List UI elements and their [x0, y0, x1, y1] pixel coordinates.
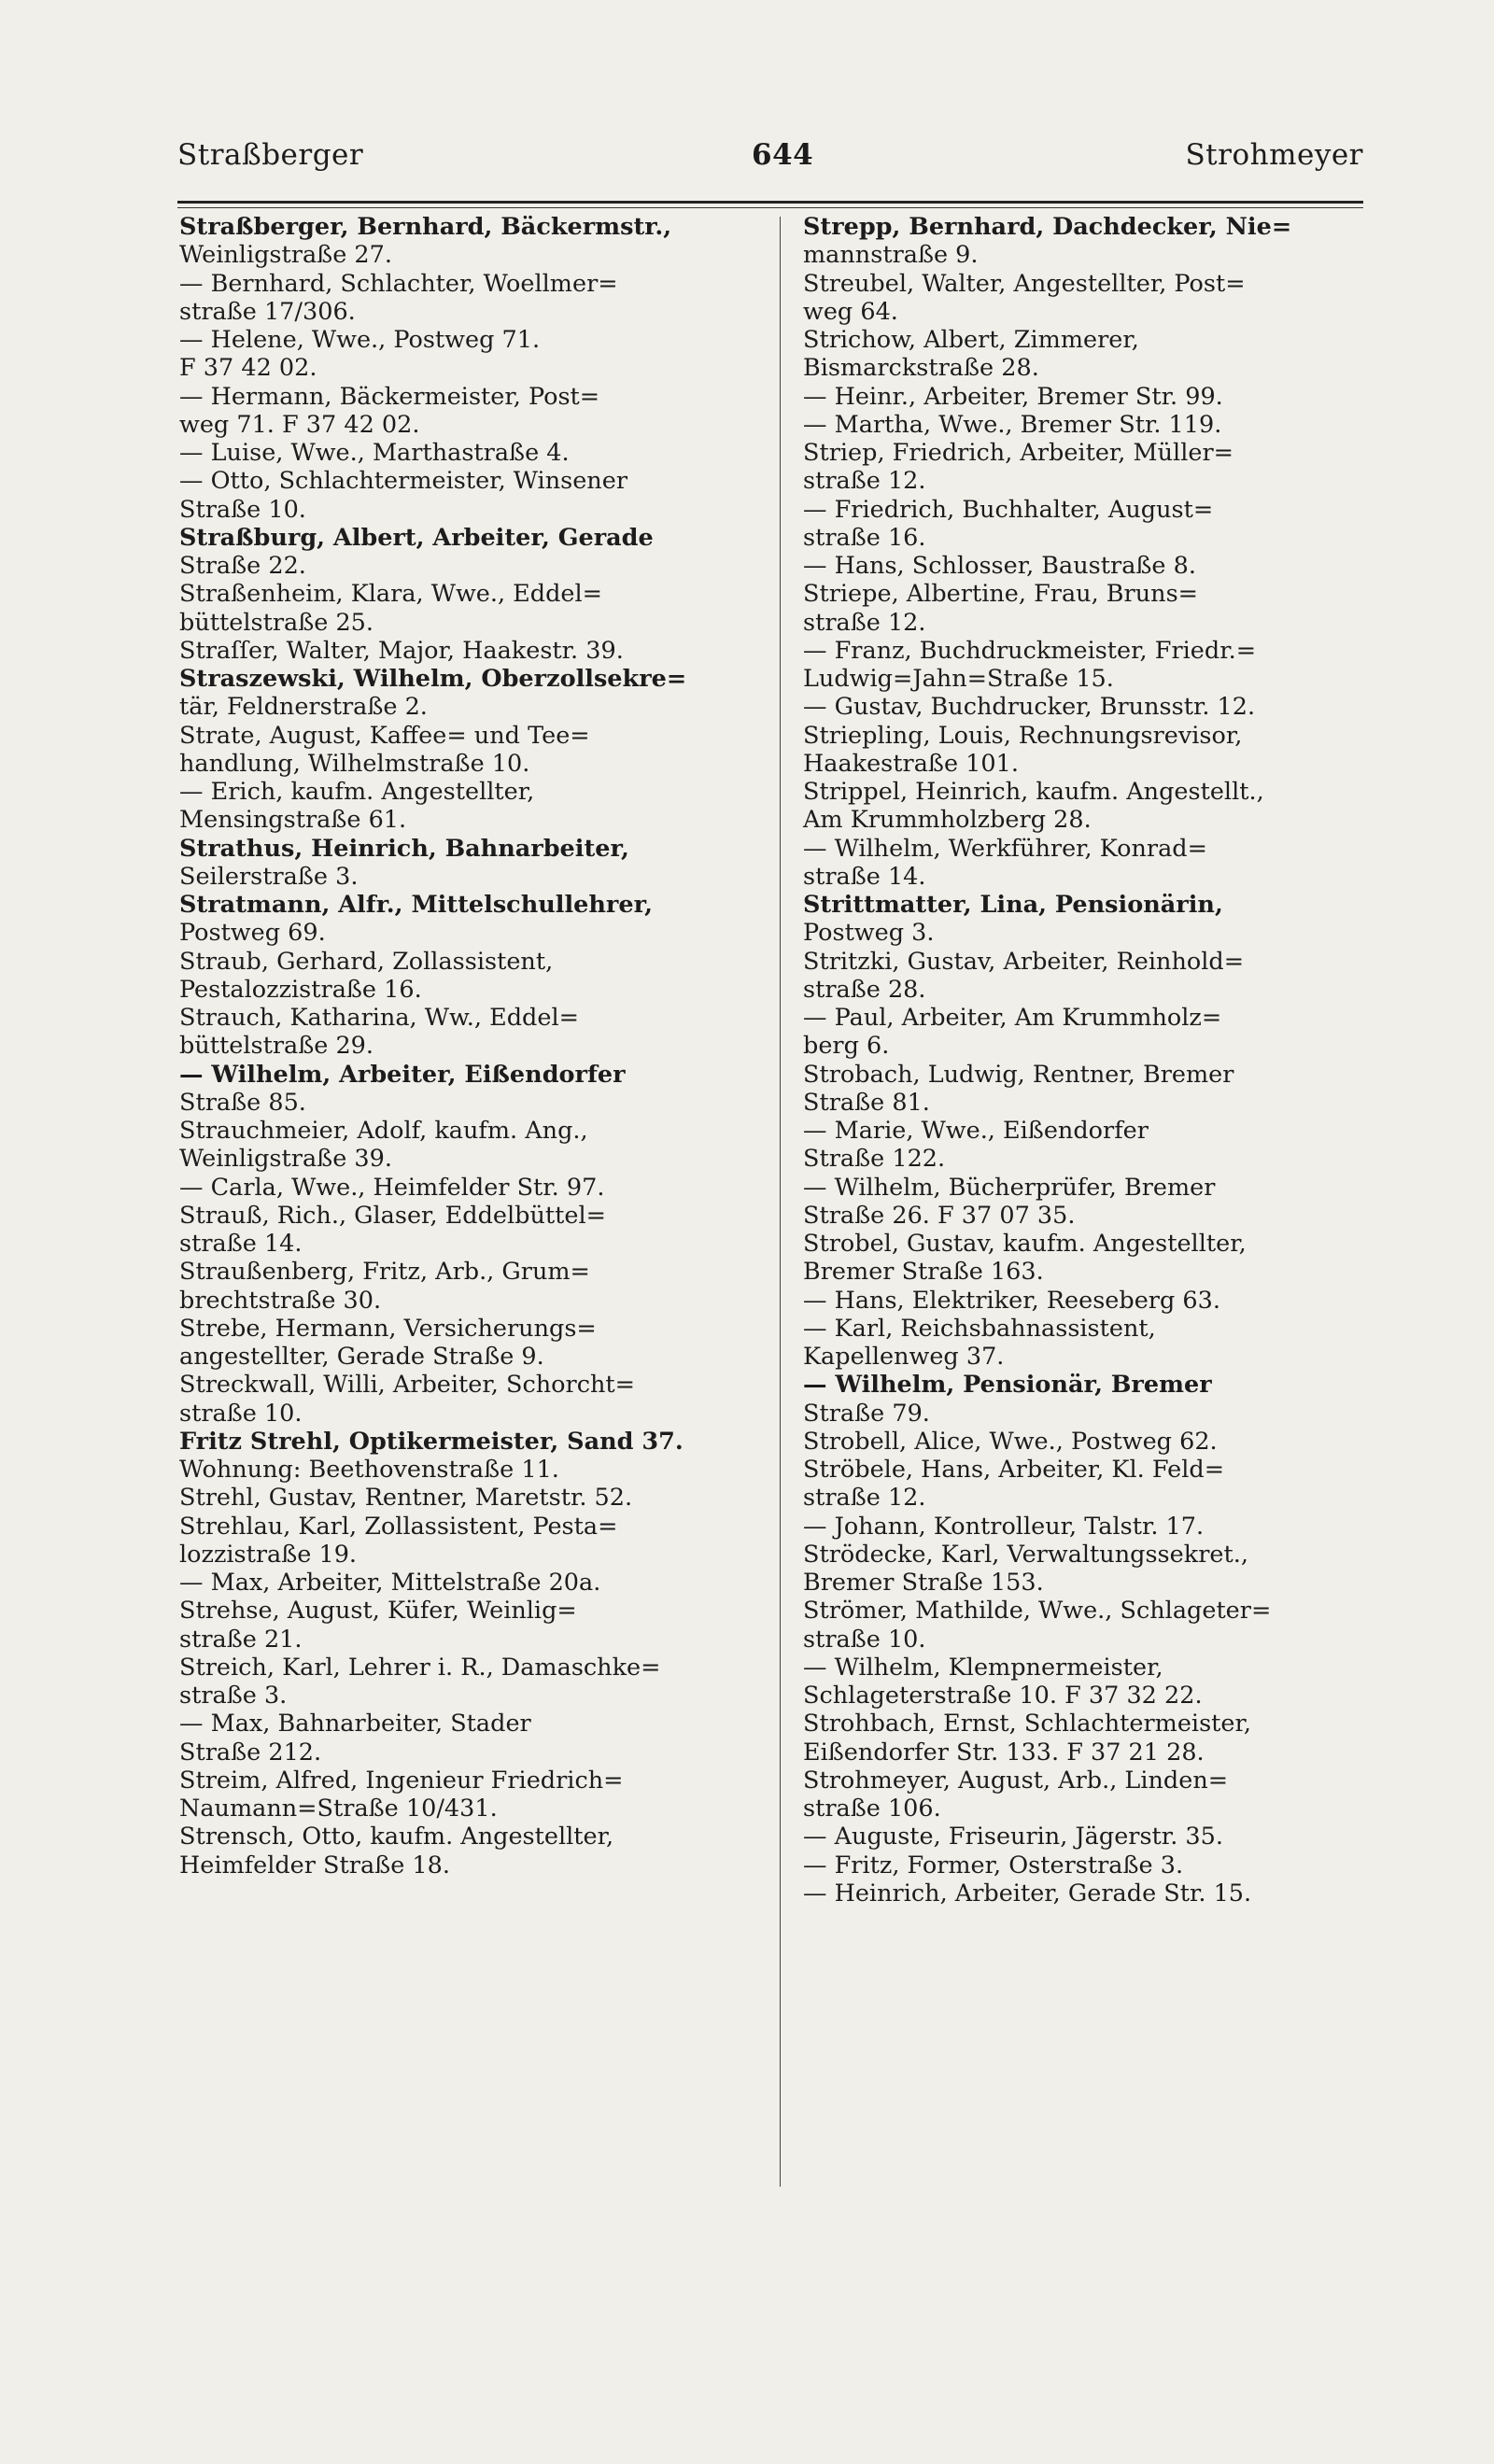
directory-entry [803, 552, 1382, 580]
directory-entry [179, 1117, 758, 1174]
entry-line: tär, Feldnerstraße 2. [179, 693, 428, 722]
entry-line: — Wilhelm, Arbeiter, Eißendorfer [179, 1060, 626, 1089]
entry-line: Straße 10. [179, 495, 306, 524]
entry-line: straße 12. [803, 608, 926, 637]
entry-line: straße 28. [803, 975, 926, 1004]
entry-line: Straße 85. [179, 1088, 306, 1117]
entry-line: Strate, August, Kaffee= und Tee= [179, 721, 590, 750]
entry-line: Striepling, Louis, Rechnungsrevisor, [803, 721, 1243, 750]
entry-line: Straßenheim, Klara, Wwe., Eddel= [179, 580, 603, 609]
directory-entry [803, 1654, 1382, 1711]
entry-line: büttelstraße 25. [179, 608, 374, 637]
directory-entry [179, 948, 758, 1005]
entry-line: Straße 22. [179, 552, 306, 580]
entry-line: — Paul, Arbeiter, Am Krummholz= [803, 1004, 1222, 1032]
entry-line: Am Krummholzberg 28. [803, 806, 1092, 835]
directory-entry [179, 1315, 758, 1372]
entry-line: Weinligstraße 27. [179, 241, 392, 270]
directory-entry [803, 948, 1382, 1005]
entry-line: — Wilhelm, Werkführer, Konrad= [803, 834, 1207, 863]
entry-line: — Max, Bahnarbeiter, Stader [179, 1710, 531, 1739]
entry-line: Straſſer, Walter, Major, Haakestr. 39. [179, 636, 624, 665]
entry-line: Heimfelder Straße 18. [179, 1851, 450, 1880]
entry-line: Bremer Straße 153. [803, 1569, 1044, 1597]
entry-line: Ströbele, Hans, Arbeiter, Kl. Feld= [803, 1456, 1225, 1484]
directory-entry [803, 1710, 1382, 1767]
directory-entry [179, 326, 758, 383]
entry-line: Ludwig=Jahn=Straße 15. [803, 665, 1114, 693]
entry-line: Striep, Friedrich, Arbeiter, Müller= [803, 439, 1234, 467]
directory-entry [179, 1654, 758, 1711]
entry-line: — Fritz, Former, Osterstraße 3. [803, 1851, 1184, 1880]
directory-entry [803, 1230, 1382, 1287]
entry-line: — Johann, Kontrolleur, Talstr. 17. [803, 1512, 1205, 1541]
entry-line: Strehlau, Karl, Zollassistent, Pesta= [179, 1512, 618, 1541]
entry-line: berg 6. [803, 1032, 890, 1061]
directory-entry [179, 1371, 758, 1428]
directory-entry [803, 1880, 1382, 1908]
directory-entry [803, 1428, 1382, 1456]
directory-entry [179, 1710, 758, 1767]
entry-line: Stritzki, Gustav, Arbeiter, Reinhold= [803, 947, 1245, 976]
directory-entry [803, 1174, 1382, 1231]
entry-line: straße 17/306. [179, 297, 356, 326]
entry-line: — Hans, Elektriker, Reeseberg 63. [803, 1286, 1220, 1315]
entry-line: straße 3. [179, 1682, 288, 1710]
directory-entry [803, 1287, 1382, 1315]
directory-entry [179, 213, 758, 270]
entry-line: Straße 212. [179, 1738, 322, 1767]
entry-line: brechtstraße 30. [179, 1286, 382, 1315]
directory-entry [179, 1484, 758, 1512]
directory-entry [803, 891, 1382, 948]
entry-line: — Wilhelm, Bücherprüfer, Bremer [803, 1173, 1216, 1202]
entry-line: Strauchmeier, Adolf, kaufm. Ang., [179, 1117, 588, 1145]
entry-line: Straßburg, Albert, Arbeiter, Gerade [179, 523, 654, 552]
entry-line: Kapellenweg 37. [803, 1343, 1005, 1371]
directory-entry [803, 693, 1382, 721]
directory-entry [803, 1767, 1382, 1823]
entry-line: straße 106. [803, 1795, 941, 1823]
header-left-word: Straßberger [177, 138, 364, 172]
entry-line: Eißendorfer Str. 133. F 37 21 28. [803, 1738, 1205, 1767]
header-right-word: Strohmeyer [1185, 138, 1363, 172]
directory-entry [179, 1202, 758, 1259]
entry-line: — Hans, Schlosser, Baustraße 8. [803, 552, 1196, 580]
entry-line: Strittmatter, Lina, Pensionärin, [803, 891, 1223, 919]
directory-entry [803, 778, 1382, 835]
entry-line: straße 14. [179, 1230, 303, 1258]
entry-line: Postweg 3. [803, 919, 935, 948]
entry-line: straße 10. [179, 1399, 303, 1428]
directory-entry [179, 383, 758, 440]
entry-line: Stratmann, Alfr., Mittelschullehrer, [179, 891, 654, 919]
entry-line: Wohnung: Beethovenstraße 11. [179, 1456, 559, 1484]
entry-line: Strehse, August, Küfer, Weinlig= [179, 1597, 577, 1626]
entry-line: — Helene, Wwe., Postweg 71. [179, 326, 541, 354]
entry-line: angestellter, Gerade Straße 9. [179, 1343, 544, 1371]
entry-line: — Auguste, Friseurin, Jägerstr. 35. [803, 1823, 1223, 1852]
entry-line: Strepp, Bernhard, Dachdecker, Nie= [803, 213, 1292, 241]
entry-line: — Gustav, Buchdrucker, Brunsstr. 12. [803, 693, 1256, 722]
directory-entry [179, 439, 758, 467]
directory-entry [803, 835, 1382, 892]
entry-line: Strebe, Hermann, Versicherungs= [179, 1314, 597, 1343]
entry-line: Bremer Straße 163. [803, 1258, 1044, 1287]
directory-entry [179, 1174, 758, 1202]
directory-entry [803, 496, 1382, 553]
entry-line: Strödecke, Karl, Verwaltungssekret., [803, 1540, 1248, 1569]
page-number: 644 [752, 138, 814, 172]
entry-line: — Heinr., Arbeiter, Bremer Str. 99. [803, 382, 1223, 411]
entry-line: Strömer, Mathilde, Wwe., Schlageter= [803, 1597, 1272, 1626]
directory-entry [803, 439, 1382, 496]
entry-line: — Hermann, Bäckermeister, Post= [179, 382, 600, 411]
entry-line: Mensingstraße 61. [179, 806, 407, 835]
entry-line: Streich, Karl, Lehrer i. R., Damaschke= [179, 1653, 661, 1682]
directory-entry [803, 1597, 1382, 1654]
directory-entry [803, 270, 1382, 327]
directory-entry [803, 1823, 1382, 1851]
entry-line: Straszewski, Wilhelm, Oberzollsekre= [179, 665, 687, 693]
entry-line: Strobell, Alice, Wwe., Postweg 62. [803, 1427, 1218, 1456]
entry-line: büttelstraße 29. [179, 1032, 374, 1061]
entry-line: Strauß, Rich., Glaser, Eddelbüttel= [179, 1201, 607, 1230]
entry-line: — Marie, Wwe., Eißendorfer [803, 1117, 1149, 1145]
directory-entry [179, 1823, 758, 1880]
directory-entry [179, 1004, 758, 1061]
entry-line: Straße 122. [803, 1145, 946, 1174]
directory-entry [803, 1456, 1382, 1513]
entry-line: weg 64. [803, 297, 898, 326]
entry-line: — Wilhelm, Pensionär, Bremer [803, 1371, 1212, 1400]
entry-line: Straße 79. [803, 1399, 930, 1428]
entry-line: Weinligstraße 39. [179, 1145, 392, 1174]
entry-line: Strensch, Otto, kaufm. Angestellter, [179, 1823, 614, 1852]
directory-entry [803, 637, 1382, 694]
directory-entry [179, 665, 758, 722]
entry-line: Seilerstraße 3. [179, 862, 359, 891]
entry-line: Strippel, Heinrich, kaufm. Angestellt., [803, 778, 1264, 806]
entry-line: Strohmeyer, August, Arb., Linden= [803, 1766, 1229, 1795]
directory-entry [179, 1258, 758, 1315]
entry-line: straße 16. [803, 523, 926, 552]
entry-line: Strichow, Albert, Zimmerer, [803, 326, 1139, 354]
entry-line: weg 71. F 37 42 02. [179, 410, 420, 439]
entry-line: Strobel, Gustav, kaufm. Angestellter, [803, 1230, 1247, 1258]
header-rule-thick [177, 201, 1363, 204]
entry-line: handlung, Wilhelmstraße 10. [179, 749, 530, 778]
entry-line: — Franz, Buchdruckmeister, Friedr.= [803, 636, 1257, 665]
entry-line: straße 12. [803, 1484, 926, 1513]
entry-line: Strohbach, Ernst, Schlachtermeister, [803, 1710, 1252, 1739]
directory-entry [803, 722, 1382, 779]
entry-line: Streim, Alfred, Ingenieur Friedrich= [179, 1766, 624, 1795]
directory-entry [179, 722, 758, 779]
directory-entry [179, 891, 758, 948]
directory-entry [179, 1767, 758, 1823]
directory-entry [179, 835, 758, 892]
entry-line: Haakestraße 101. [803, 749, 1019, 778]
entry-line: — Max, Arbeiter, Mittelstraße 20a. [179, 1569, 601, 1597]
entry-line: lozzistraße 19. [179, 1540, 358, 1569]
directory-entry [803, 1061, 1382, 1118]
entry-line: — Erich, kaufm. Angestellter, [179, 778, 535, 806]
directory-entry [803, 1541, 1382, 1598]
entry-line: Straße 26. F 37 07 35. [803, 1201, 1076, 1230]
entry-line: Strobach, Ludwig, Rentner, Bremer [803, 1060, 1234, 1089]
entry-line: Striepe, Albertine, Frau, Bruns= [803, 580, 1199, 609]
directory-entry [179, 1513, 758, 1570]
directory-entry [803, 411, 1382, 439]
directory-entry [803, 1315, 1382, 1372]
directory-entry [179, 1597, 758, 1654]
directory-entry [179, 524, 758, 581]
directory-entry [179, 467, 758, 524]
entry-line: Streubel, Walter, Angestellter, Post= [803, 269, 1246, 298]
entry-line: — Bernhard, Schlachter, Woellmer= [179, 269, 618, 298]
entry-line: — Wilhelm, Klempnermeister, [803, 1653, 1163, 1682]
directory-entry [179, 1061, 758, 1118]
directory-entry [179, 1569, 758, 1597]
entry-line: mannstraße 9. [803, 241, 979, 270]
entry-line: Schlageterstraße 10. F 37 32 22. [803, 1682, 1203, 1710]
directory-entry [179, 778, 758, 835]
entry-line: — Carla, Wwe., Heimfelder Str. 97. [179, 1173, 605, 1202]
left-column [179, 213, 758, 1880]
directory-entry [179, 270, 758, 327]
directory-entry [803, 1513, 1382, 1541]
header-rule-thin [177, 207, 1363, 208]
entry-line: Naumann=Straße 10/431. [179, 1795, 498, 1823]
entry-line: Strathus, Heinrich, Bahnarbeiter, [179, 834, 629, 863]
directory-entry [803, 580, 1382, 637]
entry-line: — Martha, Wwe., Bremer Str. 119. [803, 410, 1222, 439]
directory-entry [803, 383, 1382, 411]
directory-entry [803, 1117, 1382, 1174]
directory-entry [803, 326, 1382, 383]
entry-line: Streckwall, Willi, Arbeiter, Schorcht= [179, 1371, 636, 1400]
directory-entry [803, 213, 1382, 270]
entry-line: Strehl, Gustav, Rentner, Maretstr. 52. [179, 1484, 633, 1513]
column-divider [780, 217, 781, 2187]
running-header [177, 138, 1363, 179]
entry-line: Straße 81. [803, 1088, 930, 1117]
entry-line: — Friedrich, Buchhalter, August= [803, 495, 1214, 524]
entry-line: Fritz Strehl, Optikermeister, Sand 37. [179, 1427, 684, 1456]
entry-line: Straußenberg, Fritz, Arb., Grum= [179, 1258, 590, 1287]
entry-line: straße 10. [803, 1625, 926, 1654]
directory-entry [179, 580, 758, 637]
entry-line: straße 12. [803, 467, 926, 496]
entry-line: Straub, Gerhard, Zollassistent, [179, 947, 554, 976]
directory-entry [179, 637, 758, 665]
entry-line: Bismarckstraße 28. [803, 354, 1039, 383]
entry-line: straße 14. [803, 862, 926, 891]
entry-line: — Heinrich, Arbeiter, Gerade Str. 15. [803, 1879, 1252, 1908]
entry-line: — Otto, Schlachtermeister, Winsener [179, 467, 628, 496]
directory-entry [179, 1428, 758, 1485]
entry-line: Straßberger, Bernhard, Bäckermstr., [179, 213, 672, 241]
entry-line: Pestalozzistraße 16. [179, 975, 422, 1004]
entry-line: — Luise, Wwe., Marthastraße 4. [179, 439, 570, 467]
entry-line: Postweg 69. [179, 919, 326, 948]
directory-entry [803, 1852, 1382, 1880]
entry-line: F 37 42 02. [179, 354, 317, 383]
right-column [803, 213, 1382, 1908]
entry-line: straße 21. [179, 1625, 303, 1654]
directory-entry [803, 1371, 1382, 1428]
directory-entry [803, 1004, 1382, 1061]
entry-line: — Karl, Reichsbahnassistent, [803, 1314, 1156, 1343]
entry-line: Strauch, Katharina, Ww., Eddel= [179, 1004, 579, 1032]
